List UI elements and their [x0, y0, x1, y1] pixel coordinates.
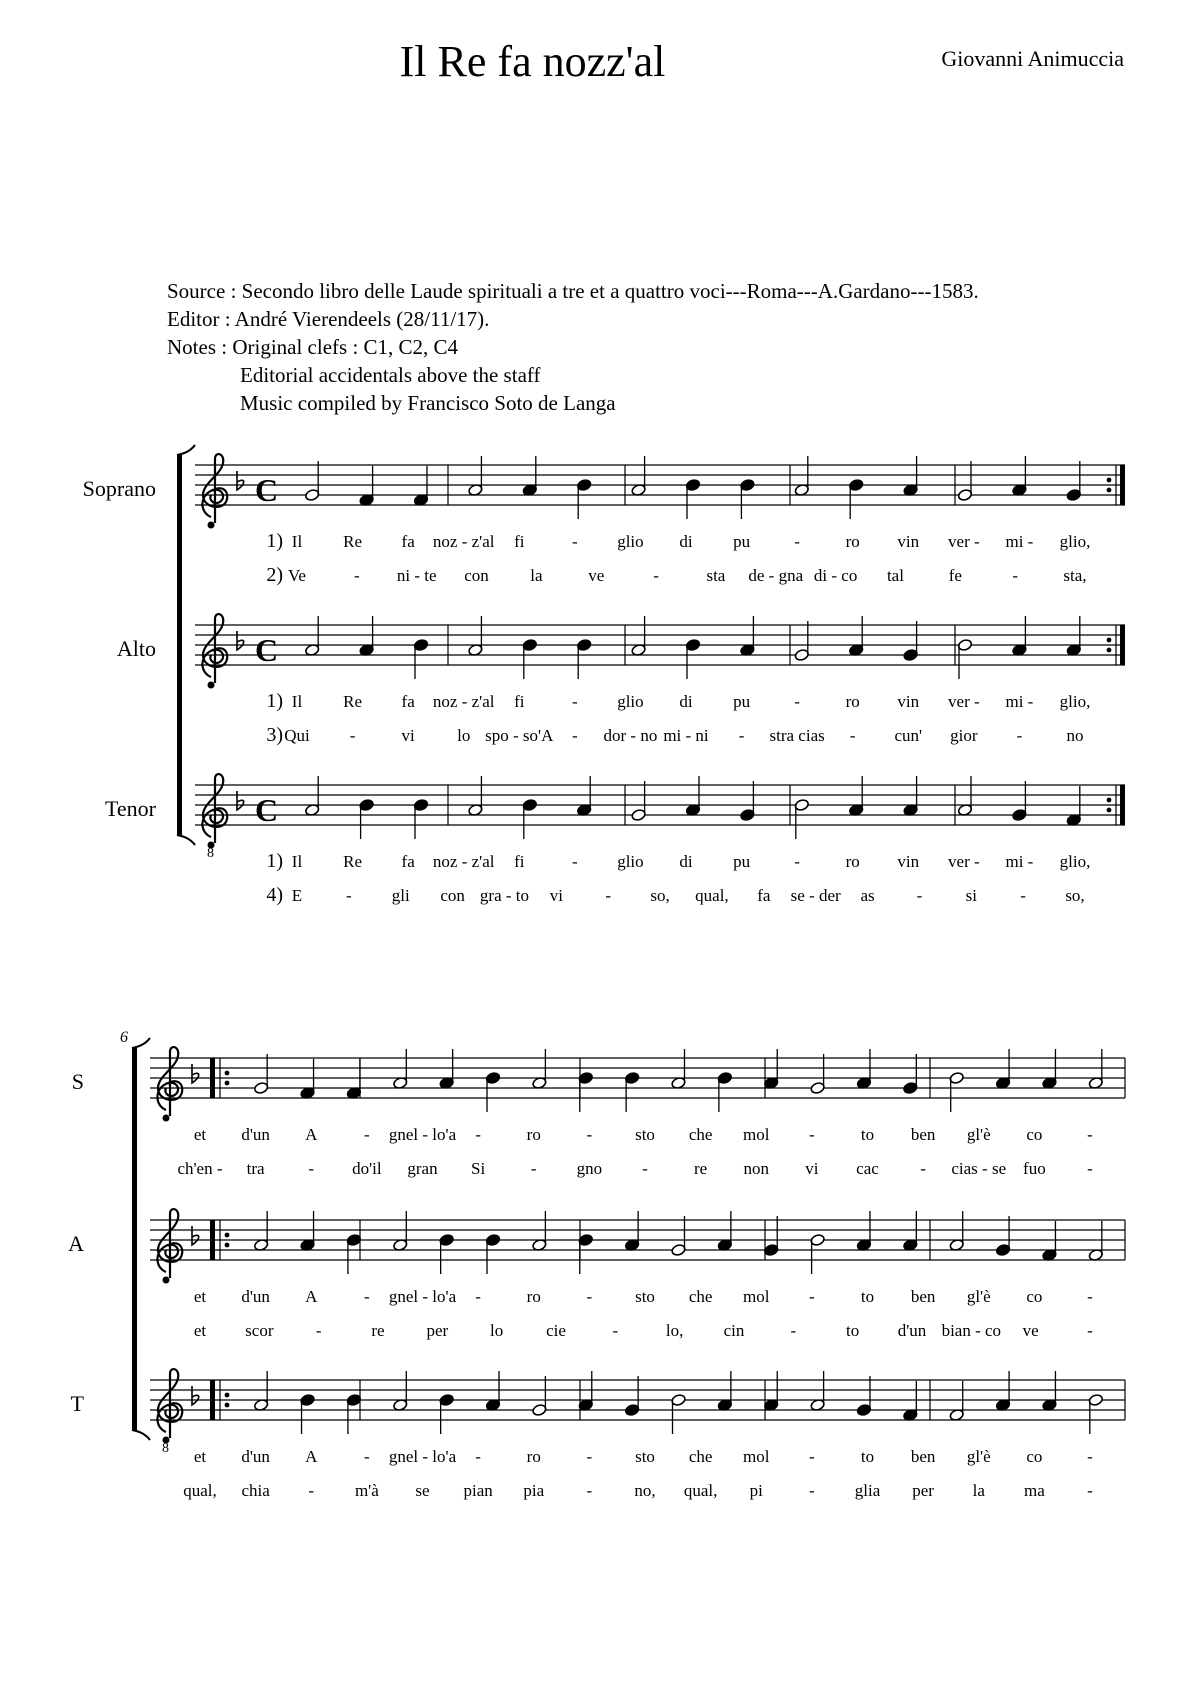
time-signature: C: [255, 792, 279, 828]
lyric-syllable: -: [612, 1321, 619, 1340]
lyric-syllable: dor - no: [603, 726, 658, 745]
repeat-thick-bar: [210, 1220, 215, 1260]
lyric-syllable: -: [794, 852, 800, 871]
staff-label: Soprano: [82, 476, 156, 501]
lyric-syllable: mi -: [1005, 532, 1034, 551]
lyric-syllable: bian - co: [941, 1321, 1002, 1340]
lyric-syllable: Re: [343, 852, 363, 871]
lyric-syllable: m'à: [354, 1481, 379, 1500]
lyric-syllable: gnel - lo'a: [388, 1287, 457, 1306]
lyric-syllable: -: [1087, 1321, 1093, 1340]
lyric-syllable: -: [738, 726, 745, 745]
treble-clef-icon-tail: [208, 522, 215, 529]
lyric-syllable: et: [193, 1321, 207, 1340]
lyric-syllable: re: [694, 1159, 708, 1178]
repeat-dot: [225, 1233, 230, 1238]
lyric-syllable: ben: [910, 1447, 936, 1466]
lyric-syllable: ver -: [948, 852, 980, 871]
lyric-syllable: gl'è: [966, 1125, 991, 1144]
lyric-syllable: -: [809, 1481, 815, 1500]
lyric-syllable: mol: [743, 1125, 770, 1144]
lyric-syllable: di - co: [813, 566, 858, 585]
lyric-syllable: pu: [733, 692, 751, 711]
lyric-syllable: gra - to: [479, 886, 530, 905]
lyric-syllable: sta: [706, 566, 726, 585]
lyric-syllable: noz - z'al: [432, 692, 495, 711]
compiler-note: Music compiled by Francisco Soto de Langa: [240, 391, 616, 415]
lyric-syllable: qual,: [695, 886, 729, 905]
lyric-syllable: to: [846, 1321, 860, 1340]
treble-clef-icon-tail: [208, 682, 215, 689]
lyric-syllable: as: [860, 886, 875, 905]
lyric-syllable: glia: [854, 1481, 881, 1500]
lyric-syllable: con: [440, 886, 465, 905]
lyric-syllable: vin: [897, 692, 920, 711]
lyric-syllable: co: [1026, 1287, 1043, 1306]
score-title: Il Re fa nozz'al: [399, 37, 666, 86]
repeat-dot: [225, 1243, 230, 1248]
lyric-syllable: -: [586, 1287, 593, 1306]
lyric-syllable: sto: [635, 1287, 655, 1306]
lyric-syllable: Qui: [284, 726, 310, 745]
lyric-syllable: Ve: [288, 566, 306, 585]
lyric-syllable: do'il: [352, 1159, 382, 1178]
repeat-dot: [225, 1403, 230, 1408]
lyric-syllable: fa: [401, 692, 415, 711]
lyric-syllable: glio: [617, 852, 644, 871]
lyric-syllable: -: [916, 886, 923, 905]
lyric-syllable: ma: [1023, 1481, 1045, 1500]
lyric-syllable: -: [308, 1159, 315, 1178]
treble-clef-icon-tail: [163, 1277, 170, 1284]
lyric-syllable: d'un: [241, 1447, 270, 1466]
lyric-syllable: -: [364, 1125, 370, 1144]
time-signature: C: [255, 472, 279, 508]
bracket-bottom-hook: [177, 835, 195, 845]
lyric-syllable: et: [193, 1125, 207, 1144]
lyric-syllable: re: [371, 1321, 385, 1340]
lyric-syllable: -: [790, 1321, 797, 1340]
staff-label: A: [68, 1231, 84, 1256]
lyric-syllable: non: [743, 1159, 769, 1178]
lyric-syllable: gl'è: [966, 1447, 991, 1466]
lyric-syllable: -: [354, 566, 360, 585]
lyric-syllable: ben: [910, 1287, 936, 1306]
staff-label: S: [71, 1069, 84, 1094]
lyric-syllable: et: [193, 1287, 207, 1306]
lyric-syllable: -: [475, 1447, 481, 1466]
lyric-syllable: -: [572, 726, 578, 745]
lyric-syllable: sto: [635, 1447, 655, 1466]
lyric-syllable: ben: [910, 1125, 936, 1144]
lyric-syllable: ve: [588, 566, 605, 585]
lyric-syllable: se: [415, 1481, 430, 1500]
lyric-syllable: -: [572, 532, 578, 551]
lyric-syllable: -: [1087, 1481, 1093, 1500]
lyric-syllable: vi: [549, 886, 563, 905]
lyric-syllable: -: [1087, 1447, 1093, 1466]
system-2: [68, 1029, 1125, 1500]
lyric-syllable: -: [809, 1447, 815, 1466]
lyric-syllable: -: [1087, 1125, 1093, 1144]
lyric-syllable: fuo: [1023, 1159, 1046, 1178]
repeat-thick-bar: [210, 1058, 215, 1098]
verse-number: 1): [266, 530, 283, 552]
repeat-dot: [1107, 648, 1112, 653]
repeat-dot: [225, 1393, 230, 1398]
lyric-syllable: gl'è: [966, 1287, 991, 1306]
key-flat-icon: [192, 1064, 199, 1083]
lyric-syllable: ro: [526, 1287, 541, 1306]
repeat-dot: [1107, 798, 1112, 803]
lyric-syllable: cie: [546, 1321, 566, 1340]
lyric-syllable: fa: [401, 532, 415, 551]
lyric-syllable: A: [305, 1447, 318, 1466]
lyric-syllable: glio,: [1059, 852, 1091, 871]
lyric-syllable: -: [349, 726, 356, 745]
system-bracket: [177, 455, 182, 835]
repeat-dot: [1107, 488, 1112, 493]
measure-number: 6: [120, 1029, 128, 1046]
lyric-syllable: fe: [948, 566, 962, 585]
time-signature: C: [255, 632, 279, 668]
lyric-syllable: pia: [523, 1481, 545, 1500]
lyric-syllable: gior: [950, 726, 978, 745]
lyric-syllable: ch'en -: [177, 1159, 223, 1178]
lyric-syllable: gran: [407, 1159, 438, 1178]
lyric-syllable: -: [1016, 726, 1023, 745]
repeat-thick-bar: [1120, 785, 1125, 825]
lyric-syllable: Il: [291, 692, 303, 711]
verse-number: 3): [266, 724, 283, 746]
bracket-top-hook: [132, 1038, 150, 1048]
lyric-syllable: fa: [401, 852, 415, 871]
verse-number: 4): [266, 884, 283, 906]
lyric-syllable: -: [530, 1159, 537, 1178]
lyric-syllable: -: [920, 1159, 926, 1178]
lyric-syllable: pian: [463, 1481, 493, 1500]
lyric-syllable: Il: [291, 532, 303, 551]
key-flat-icon: [237, 631, 244, 650]
lyric-syllable: scor: [245, 1321, 274, 1340]
system-bracket: [132, 1048, 137, 1430]
lyric-syllable: -: [346, 886, 352, 905]
lyric-syllable: se - der: [790, 886, 841, 905]
lyric-syllable: la: [530, 566, 543, 585]
treble-clef-icon-tail: [163, 1115, 170, 1122]
lyric-syllable: ro: [526, 1447, 541, 1466]
source-note: Source : Secondo libro delle Laude spirituali a tre et a quattro voci---Roma---A.Gardano---1583.: [167, 279, 979, 303]
accidentals-note: Editorial accidentals above the staff: [240, 363, 541, 387]
lyric-syllable: spo - so'A: [485, 726, 554, 745]
lyric-syllable: -: [794, 692, 800, 711]
lyric-syllable: no,: [634, 1481, 656, 1500]
lyric-syllable: -: [475, 1287, 481, 1306]
lyric-syllable: con: [464, 566, 489, 585]
lyric-syllable: mol: [743, 1447, 770, 1466]
lyric-syllable: to: [860, 1447, 875, 1466]
lyric-syllable: pi: [749, 1481, 763, 1500]
verse-number: 1): [266, 690, 283, 712]
lyric-syllable: noz - z'al: [432, 532, 495, 551]
repeat-dot: [1107, 478, 1112, 483]
lyric-syllable: so,: [1065, 886, 1085, 905]
lyric-syllable: -: [809, 1125, 815, 1144]
lyric-syllable: chia: [241, 1481, 270, 1500]
repeat-dot: [225, 1071, 230, 1076]
lyric-syllable: per: [912, 1481, 934, 1500]
lyric-syllable: cias - se: [951, 1159, 1007, 1178]
lyric-syllable: pu: [733, 532, 751, 551]
lyric-syllable: et: [193, 1447, 207, 1466]
repeat-thick-bar: [1120, 625, 1125, 665]
lyric-syllable: -: [586, 1481, 593, 1500]
lyric-syllable: gnel - lo'a: [388, 1447, 457, 1466]
lyric-syllable: -: [475, 1125, 481, 1144]
lyric-syllable: fi: [514, 532, 525, 551]
lyric-syllable: Re: [343, 532, 363, 551]
lyric-syllable: A: [305, 1125, 318, 1144]
lyric-syllable: che: [688, 1287, 713, 1306]
lyric-syllable: de - gna: [748, 566, 804, 585]
lyric-syllable: to: [860, 1125, 875, 1144]
lyric-syllable: ro: [845, 852, 860, 871]
staff-label: T: [70, 1391, 84, 1416]
lyric-syllable: mi -: [1005, 852, 1034, 871]
key-flat-icon: [237, 791, 244, 810]
bracket-bottom-hook: [132, 1430, 150, 1440]
repeat-dot: [1107, 638, 1112, 643]
lyric-syllable: cin: [723, 1321, 745, 1340]
lyric-syllable: gli: [391, 886, 410, 905]
lyric-syllable: gno: [576, 1159, 603, 1178]
lyric-syllable: -: [794, 532, 800, 551]
lyric-syllable: co: [1026, 1125, 1043, 1144]
lyric-syllable: fa: [757, 886, 771, 905]
lyric-syllable: cac: [856, 1159, 879, 1178]
lyric-syllable: sto: [635, 1125, 655, 1144]
lyric-syllable: di: [679, 692, 693, 711]
repeat-dot: [225, 1081, 230, 1086]
staff-label: Alto: [116, 636, 156, 661]
lyric-syllable: Re: [343, 692, 363, 711]
octave-8-mark: 8: [207, 846, 214, 861]
lyric-syllable: E: [291, 886, 303, 905]
lyric-syllable: vi: [805, 1159, 819, 1178]
lyric-syllable: -: [572, 852, 578, 871]
lyric-syllable: fi: [514, 692, 525, 711]
lyric-syllable: vin: [897, 532, 920, 551]
lyric-syllable: -: [642, 1159, 648, 1178]
lyric-syllable: glio,: [1059, 532, 1091, 551]
lyric-syllable: sta,: [1063, 566, 1087, 585]
lyric-syllable: di: [679, 532, 693, 551]
lyric-syllable: -: [315, 1321, 322, 1340]
lyric-syllable: glio,: [1059, 692, 1091, 711]
lyric-syllable: stra cias: [769, 726, 825, 745]
lyric-syllable: co: [1026, 1447, 1043, 1466]
lyric-syllable: -: [572, 692, 578, 711]
lyric-syllable: d'un: [241, 1125, 270, 1144]
lyric-syllable: glio: [617, 692, 644, 711]
lyric-syllable: lo,: [665, 1321, 684, 1340]
lyric-syllable: -: [364, 1287, 370, 1306]
octave-8-mark: 8: [162, 1441, 169, 1456]
repeat-thick-bar: [1120, 465, 1125, 505]
bracket-top-hook: [177, 445, 195, 455]
lyric-syllable: so,: [650, 886, 670, 905]
lyric-syllable: d'un: [241, 1287, 270, 1306]
staff-label: Tenor: [105, 796, 156, 821]
verse-number: 2): [266, 564, 283, 586]
lyric-syllable: qual,: [183, 1481, 217, 1500]
lyric-syllable: -: [653, 566, 659, 585]
lyric-syllable: Il: [291, 852, 303, 871]
editor-note: Editor : André Vierendeels (28/11/17).: [167, 307, 490, 331]
lyric-syllable: vi: [401, 726, 415, 745]
clefs-note: Notes : Original clefs : C1, C2, C4: [167, 335, 459, 359]
lyric-syllable: -: [364, 1447, 370, 1466]
lyric-syllable: mi - ni: [663, 726, 709, 745]
lyric-syllable: lo: [457, 726, 471, 745]
lyric-syllable: che: [688, 1447, 713, 1466]
lyric-syllable: Si: [471, 1159, 486, 1178]
lyric-syllable: -: [1020, 886, 1026, 905]
lyric-syllable: tal: [886, 566, 904, 585]
lyric-syllable: la: [972, 1481, 985, 1500]
key-flat-icon: [237, 471, 244, 490]
lyric-syllable: -: [809, 1287, 815, 1306]
lyric-syllable: lo: [490, 1321, 504, 1340]
key-flat-icon: [192, 1386, 199, 1405]
lyric-syllable: glio: [617, 532, 644, 551]
repeat-dot: [1107, 808, 1112, 813]
lyric-syllable: ro: [845, 692, 860, 711]
lyric-syllable: di: [679, 852, 693, 871]
lyric-syllable: d'un: [897, 1321, 927, 1340]
lyric-syllable: ro: [845, 532, 860, 551]
lyric-syllable: -: [586, 1125, 593, 1144]
lyric-syllable: -: [1087, 1159, 1093, 1178]
lyric-syllable: che: [688, 1125, 713, 1144]
lyric-syllable: noz - z'al: [432, 852, 495, 871]
system-1: [83, 445, 1125, 906]
lyric-syllable: -: [605, 886, 612, 905]
lyric-syllable: -: [1087, 1287, 1093, 1306]
lyric-syllable: mi -: [1005, 692, 1034, 711]
lyric-syllable: ver -: [948, 532, 980, 551]
lyric-syllable: fi: [514, 852, 525, 871]
verse-number: 1): [266, 850, 283, 872]
lyric-syllable: -: [1012, 566, 1018, 585]
lyric-syllable: ni - te: [396, 566, 437, 585]
lyric-syllable: qual,: [683, 1481, 718, 1500]
key-flat-icon: [192, 1226, 199, 1245]
lyric-syllable: -: [308, 1481, 315, 1500]
composer-name: Giovanni Animuccia: [941, 46, 1124, 71]
lyric-syllable: A: [305, 1287, 318, 1306]
lyric-syllable: gnel - lo'a: [388, 1125, 457, 1144]
lyric-syllable: pu: [733, 852, 751, 871]
lyric-syllable: no: [1066, 726, 1084, 745]
lyric-syllable: si: [965, 886, 977, 905]
lyric-syllable: -: [849, 726, 856, 745]
lyric-syllable: mol: [743, 1287, 770, 1306]
lyric-syllable: vin: [897, 852, 920, 871]
lyric-syllable: ver -: [948, 692, 980, 711]
lyric-syllable: ve: [1022, 1321, 1039, 1340]
lyric-syllable: ro: [526, 1125, 541, 1144]
lyric-syllable: -: [586, 1447, 593, 1466]
lyric-syllable: cun': [894, 726, 923, 745]
lyric-syllable: per: [426, 1321, 449, 1340]
lyric-syllable: tra: [246, 1159, 265, 1178]
repeat-thick-bar: [210, 1380, 215, 1420]
lyric-syllable: to: [860, 1287, 875, 1306]
